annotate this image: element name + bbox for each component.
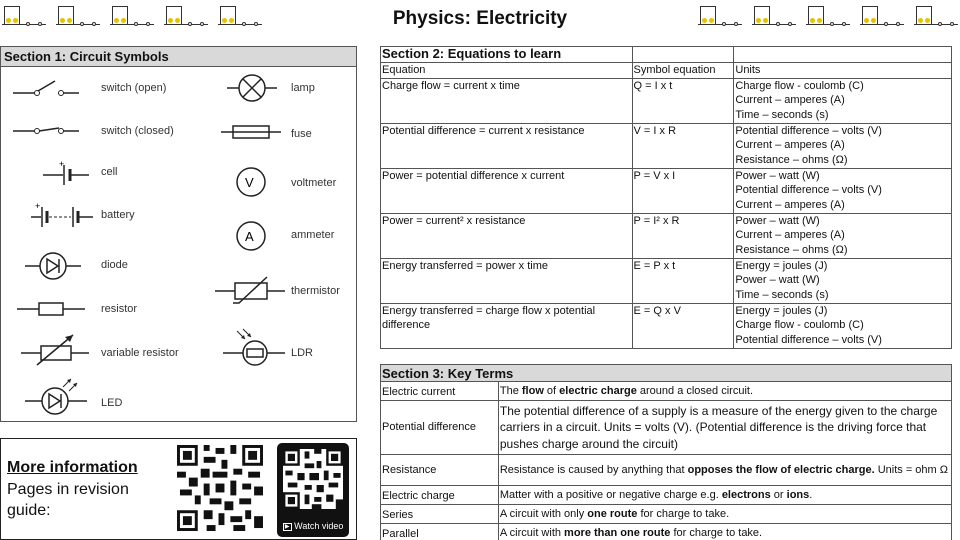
term-name: Series (381, 505, 499, 524)
page-title: Physics: Electricity (392, 8, 568, 29)
table-row (381, 505, 952, 524)
table-row (381, 213, 952, 258)
section3-title: Section 3: Key Terms (380, 364, 952, 382)
unit-line: Power – watt (W) (735, 169, 820, 182)
cell-plus-sign: + (59, 159, 65, 169)
unit-line: Potential difference – volts (V) (735, 184, 882, 196)
units-cell (734, 168, 952, 213)
video-qr-code-icon[interactable] (283, 449, 343, 509)
watch-video-link[interactable] (281, 521, 345, 531)
ldr-icon (223, 327, 285, 367)
unit-line: Current – amperes (A) (735, 229, 845, 241)
definition-keyword: ions (786, 488, 810, 501)
definition-text: Matter with a positive or negative charge e.g. (499, 488, 722, 501)
symbol-label-fuse: fuse (291, 128, 312, 140)
battery-icon (29, 199, 95, 227)
unit-line: Charge flow - coulomb (C) (735, 319, 864, 331)
voltmeter-icon (233, 165, 273, 199)
symbol-label-ammeter: ammeter (291, 229, 335, 241)
definition-text: for charge to take. (670, 526, 763, 539)
section2-title: Section 2: Equations to learn (381, 47, 633, 63)
variable-resistor-icon (19, 329, 91, 369)
symbol-label-cell: cell (101, 166, 118, 178)
symbol-equation: P = V x I (632, 168, 734, 213)
equations-table (380, 46, 952, 349)
battery-plus-sign: + (35, 201, 41, 211)
more-information-box (0, 438, 357, 540)
qr-code-icon[interactable] (177, 445, 263, 531)
unit-line: Energy = joules (J) (735, 304, 828, 317)
definition-text: of (543, 384, 560, 397)
table-row (381, 123, 952, 168)
units-cell (734, 78, 952, 123)
table-row (381, 303, 952, 348)
definition-keyword: more than one route (564, 526, 671, 539)
circuit-symbols-section (0, 46, 357, 422)
unit-line: Charge flow - coulomb (C) (735, 79, 864, 92)
definition-text: The potential difference of a supply is a measure of the energy given to the charge carriers in a circuit. Units = volts (V). (Potential difference is the driving force that pushes charge around the circuit) (499, 403, 938, 451)
switch-open-icon (11, 75, 81, 101)
definition-text: for charge to take. (637, 507, 730, 520)
unit-line: Current – amperes (A) (735, 94, 845, 106)
equation-text: Energy transferred = power x time (381, 258, 633, 303)
table-row (381, 455, 952, 486)
term-name: Electric charge (381, 486, 499, 505)
ammeter-letter: A (245, 229, 254, 244)
definition-text: A circuit with only (499, 507, 588, 520)
unit-line: Energy = joules (J) (735, 259, 828, 272)
symbol-label-battery: battery (101, 209, 135, 221)
equation-text: Energy transferred = charge flow x potential difference (381, 303, 633, 348)
symbol-label-voltmeter: voltmeter (291, 177, 337, 189)
term-definition (498, 505, 951, 524)
more-information-title: More information (7, 459, 138, 476)
cell-icon (41, 157, 91, 185)
equation-text: Power = current² x resistance (381, 213, 633, 258)
section1-title: Section 1: Circuit Symbols (1, 47, 356, 67)
unit-line: Resistance – ohms (Ω) (735, 243, 848, 256)
definition-text: . (809, 488, 813, 501)
symbol-equation: P = I² x R (632, 213, 734, 258)
term-name: Electric current (381, 382, 499, 401)
table-row (381, 382, 952, 401)
diode-icon (23, 251, 83, 281)
definition-text: The (499, 384, 522, 397)
video-qr-card[interactable] (277, 443, 349, 537)
units-cell (734, 123, 952, 168)
term-definition (498, 486, 951, 505)
symbol-equation: Q = I x t (632, 78, 734, 123)
symbol-equation: E = Q x V (632, 303, 734, 348)
symbol-label-resistor: resistor (101, 303, 138, 315)
column-header-units: Units (734, 62, 952, 78)
unit-line: Resistance – ohms (Ω) (735, 153, 848, 166)
units-cell (734, 258, 952, 303)
definition-keyword: electric charge (559, 384, 637, 397)
table-row (381, 168, 952, 213)
table-row (381, 524, 952, 540)
unit-line: Time – seconds (s) (735, 288, 829, 301)
watch-video-label: Watch video (294, 521, 344, 531)
switch-closed-icon (11, 119, 81, 141)
symbol-equation: E = P x t (632, 258, 734, 303)
definition-keyword: flow (521, 384, 544, 397)
unit-line: Potential difference – volts (V) (735, 124, 882, 137)
lamp-icon (227, 71, 277, 105)
term-definition (498, 455, 951, 486)
units-cell (734, 213, 952, 258)
unit-line: Power – watt (W) (735, 214, 820, 227)
term-definition (498, 401, 951, 455)
symbol-label-led: LED (101, 397, 123, 409)
unit-line: Time – seconds (s) (735, 108, 829, 121)
symbol-label-variable-resistor: variable resistor (101, 347, 179, 359)
definition-text: or (770, 488, 787, 501)
unit-line: Current – amperes (A) (735, 198, 845, 211)
led-icon (23, 373, 89, 417)
thermistor-icon (215, 271, 285, 309)
term-name: Potential difference (381, 401, 499, 455)
fuse-icon (221, 123, 281, 141)
voltmeter-letter: V (245, 175, 254, 190)
ammeter-icon (233, 219, 273, 253)
equation-text: Power = potential difference x current (381, 168, 633, 213)
column-header-symbol-equation: Symbol equation (632, 62, 734, 78)
symbol-equation: V = I x R (632, 123, 734, 168)
equation-text: Charge flow = current x time (381, 78, 633, 123)
symbol-label-thermistor: thermistor (291, 285, 340, 297)
definition-text: around a closed circuit. (636, 384, 753, 397)
units-cell (734, 303, 952, 348)
definition-keyword: one route (587, 507, 638, 520)
resistor-icon (15, 299, 87, 319)
symbol-label-switch-closed: switch (closed) (101, 125, 174, 137)
table-row (381, 486, 952, 505)
key-terms-table (380, 381, 952, 540)
term-definition (498, 382, 951, 401)
term-name: Resistance (381, 455, 499, 486)
definition-keyword: opposes the flow of electric charge. (687, 463, 875, 476)
play-icon: ▶ (283, 523, 292, 531)
definition-keyword: electrons (721, 488, 771, 501)
definition-text: A circuit with (499, 526, 565, 539)
revision-pages-label: Pages in revision guide: (7, 481, 129, 519)
symbol-label-ldr: LDR (291, 347, 314, 359)
table-row (381, 258, 952, 303)
equation-text: Potential difference = current x resistance (381, 123, 633, 168)
symbol-label-switch-open: switch (open) (101, 82, 167, 94)
term-name: Parallel (381, 524, 499, 540)
table-row (381, 401, 952, 455)
column-header-equation: Equation (381, 62, 633, 78)
symbol-label-lamp: lamp (291, 82, 315, 94)
definition-text: Units = ohm Ω (874, 463, 948, 476)
unit-line: Current – amperes (A) (735, 139, 845, 151)
unit-line: Power – watt (W) (735, 274, 820, 286)
symbol-label-diode: diode (101, 259, 128, 271)
term-definition (498, 524, 951, 540)
table-row (381, 78, 952, 123)
unit-line: Potential difference – volts (V) (735, 333, 882, 346)
definition-text: Resistance is caused by anything that (499, 463, 688, 476)
